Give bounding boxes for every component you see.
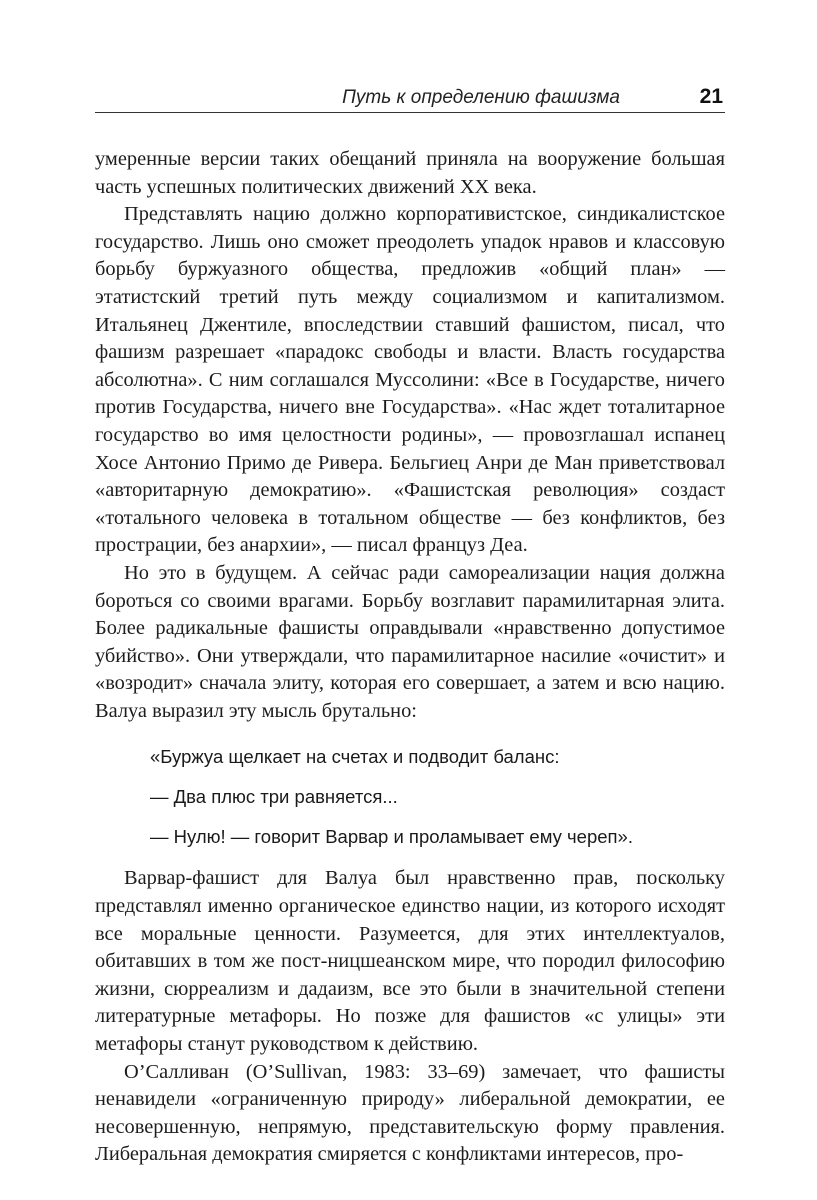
paragraph: умеренные версии таких обещаний приняла на вооружение большая часть успешных политических движений XX века. [95,148,725,198]
paragraph: Представлять нацию должно корпоративистское, синдикалистское государство. Лишь оно сможет преодолеть упадок нравов и классовую борьбу буржуазного общества, предложив «общий план» — этатистский третий путь между социализмом и капитализмом. Итальянец Джентиле, впоследствии ставший фашистом, писал, что фашизм разрешает «парадокс свободы и власти. Власть государства абсолютна». С ним соглашался Муссолини: «Все в Государстве, ничего против Государства, ничего вне Государства». «Нас ждет тоталитарное государство во имя целостности родины», — провозглашал испанец Хосе Антонио Примо де Ривера. Бельгиец Анри де Ман приветствовал «авторитарную демократию». «Фашистская революция» создаст «тотального человека в тотальном обществе — без конфликтов, без прострации, без анархии», — писал француз Деа. [95,203,725,557]
running-header [95,86,725,113]
running-title: Путь к определению фашизма [342,87,620,108]
block-quote [95,745,725,849]
paragraph: О’Салливан (O’Sullivan, 1983: 33–69) замечает, что фашисты ненавидели «ограниченную природу» либеральной демократии, ее несовершенную, непрямую, представительскую форму правления. Либеральная демократия смиряется с конфликтами интересов, про- [95,1060,725,1166]
page-number: 21 [699,85,723,108]
quote-line: «Буржуа щелкает на счетах и подводит баланс: [150,746,560,768]
quote-line: — Нулю! — говорит Варвар и проламывает ему череп». [150,826,633,848]
quote-line: — Два плюс три равняется... [150,786,398,808]
paragraph: Но это в будущем. А сейчас ради самореализации нация должна бороться со своими врагами. Борьбу возглавит парамилитарная элита. Более радикальные фашисты оправдывали «нравственно допустимое убийство». Они утверждали, что парамилитарное насилие «очистит» и «возродит» сначала элиту, которая его совершает, а затем и всю нацию. Валуа выразил эту мысль брутально: [95,561,725,722]
page-body [95,146,725,1169]
paragraph: Варвар-фашист для Валуа был нравственно прав, поскольку представлял именно органическое единство нации, из которого исходят все моральные ценности. Разумеется, для этих интеллектуалов, обитавших в том же пост-ницшеанском мире, что породил философию жизни, сюрреализм и дадаизм, все это были в значительной степени литературные метафоры. Но позже для фашистов «с улицы» эти метафоры станут руководством к действию. [95,867,725,1056]
